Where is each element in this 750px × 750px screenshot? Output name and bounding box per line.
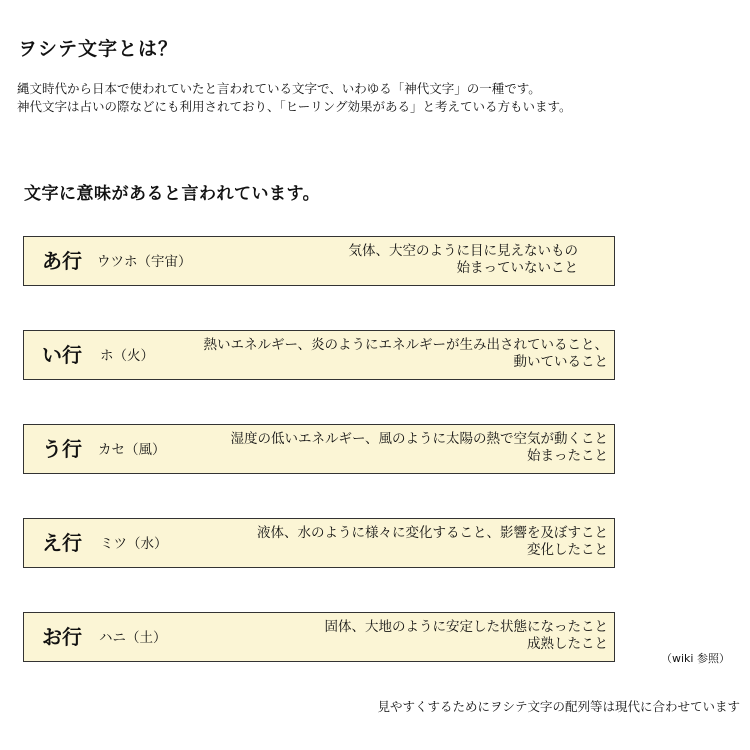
row-description-line-2: 成熟したこと xyxy=(527,636,608,652)
row-description-line-2: 動いていること xyxy=(513,354,608,370)
row-subtitle: ハニ（土） xyxy=(99,630,167,646)
row-name: お行 xyxy=(42,625,82,649)
row-description-line-1: 気体、大空のように目に見えないもの xyxy=(348,243,578,259)
row-u xyxy=(23,424,615,474)
row-o xyxy=(23,612,615,662)
row-description xyxy=(231,431,608,465)
row-name: い行 xyxy=(42,343,82,367)
row-description-line-2: 始まったこと xyxy=(527,448,608,464)
row-i xyxy=(23,330,615,380)
row-a xyxy=(23,236,615,286)
row-description xyxy=(257,525,608,559)
row-subtitle: ウツホ（宇宙） xyxy=(97,254,192,270)
row-e xyxy=(23,518,615,568)
source-credit: （wiki 参照） xyxy=(661,652,730,665)
row-name: あ行 xyxy=(42,249,82,273)
row-description xyxy=(204,337,608,371)
row-name: え行 xyxy=(42,531,82,555)
intro-text xyxy=(17,80,737,116)
footnote: 見やすくするためにヲシテ文字の配列等は現代に合わせています xyxy=(377,699,740,714)
row-subtitle: カセ（風） xyxy=(98,442,166,458)
row-description xyxy=(325,619,609,653)
page-title: ヲシテ文字とは？ xyxy=(18,38,179,60)
row-description-line-1: 熱いエネルギー、炎のようにエネルギーが生み出されていること、 xyxy=(203,337,608,353)
row-subtitle: ミツ（水） xyxy=(100,536,168,552)
row-description-line-1: 固体、大地のように安定した状態になったこと xyxy=(324,619,608,635)
row-name: う行 xyxy=(42,437,82,461)
row-subtitle: ホ（火） xyxy=(100,348,154,364)
row-description-line-2: 変化したこと xyxy=(527,542,608,558)
section-heading: 文字に意味があると言われています。 xyxy=(24,184,321,204)
row-description-line-1: 湿度の低いエネルギー、風のように太陽の熱で空気が動くこと xyxy=(230,431,608,447)
row-description-line-2: 始まっていないこと xyxy=(456,260,578,276)
intro-line-1: 縄文時代から日本で使われていたと言われている文字で、いわゆる「神代文字」の一種です。 xyxy=(17,81,541,96)
row-description xyxy=(349,243,579,277)
intro-line-2: 神代文字は占いの際などにも利用されており、「ヒーリング効果がある」と考えている方もいます。 xyxy=(17,99,572,114)
row-description-line-1: 液体、水のように様々に変化すること、影響を及ぼすこと xyxy=(257,525,608,541)
